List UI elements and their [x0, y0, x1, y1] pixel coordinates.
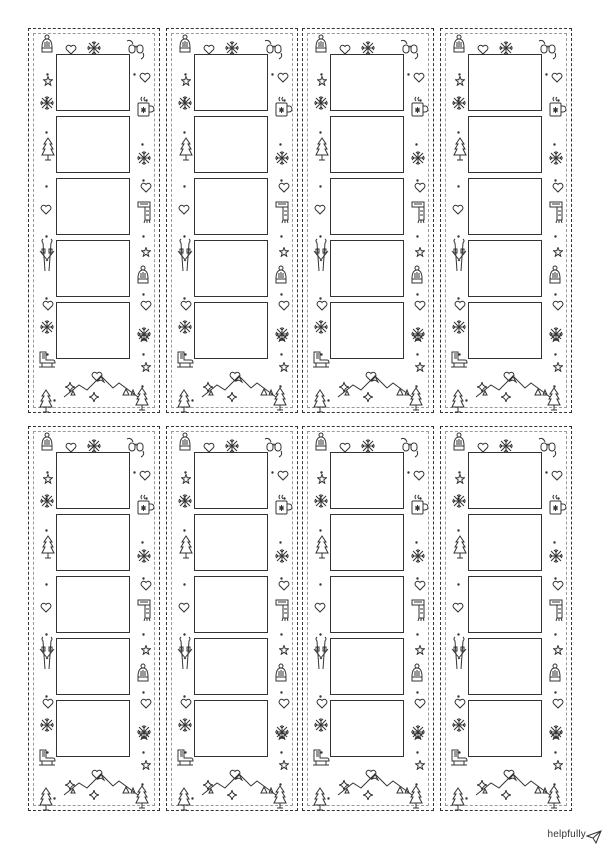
snowflake-icon — [136, 150, 152, 171]
dot-decoration — [554, 681, 557, 699]
dot-decoration — [184, 343, 187, 361]
dot-decoration — [46, 343, 49, 361]
dot-decoration — [554, 623, 557, 641]
bookmark-strip-3 — [302, 28, 434, 413]
photo-frame — [468, 514, 542, 571]
pine-tree-icon — [313, 389, 327, 420]
dot-decoration — [184, 63, 187, 81]
dot-decoration — [142, 169, 145, 187]
heart-icon — [314, 600, 326, 618]
star-icon — [141, 244, 151, 262]
dot-decoration — [415, 773, 418, 791]
dot-decoration — [416, 283, 419, 301]
pine-tree-icon — [453, 535, 467, 566]
heart-icon — [42, 298, 54, 316]
snowflake-icon — [451, 717, 467, 738]
photo-frame — [194, 116, 268, 173]
dot-decoration — [319, 121, 322, 139]
dot-decoration — [142, 741, 145, 759]
photo-frame — [56, 576, 130, 633]
dot-decoration — [191, 389, 194, 407]
dot-decoration — [407, 461, 410, 479]
heart-icon — [551, 468, 563, 486]
skis-icon — [313, 635, 329, 676]
bookmark-strip-4 — [440, 28, 572, 413]
dot-decoration — [183, 487, 186, 505]
pine-tree-icon — [41, 137, 55, 168]
dot-decoration — [457, 175, 460, 193]
photo-frame — [330, 178, 404, 235]
dot-decoration — [415, 133, 418, 151]
photo-frame — [56, 514, 130, 571]
heart-icon — [452, 202, 464, 220]
snowflake-icon — [274, 548, 290, 569]
dot-decoration — [457, 573, 460, 591]
photo-frame — [56, 178, 130, 235]
snowflake-icon — [136, 548, 152, 569]
beanie-hat-icon — [177, 432, 193, 457]
pine-tree-icon — [41, 535, 55, 566]
snowflake-icon — [224, 438, 240, 459]
dot-decoration — [416, 623, 419, 641]
heart-icon — [180, 298, 192, 316]
dot-decoration — [191, 787, 194, 805]
photo-frame — [468, 116, 542, 173]
snowflake-icon — [360, 40, 376, 61]
bookmark-strip-7 — [302, 426, 434, 811]
dot-decoration — [45, 623, 48, 641]
star-icon — [279, 642, 289, 660]
dot-decoration — [142, 343, 145, 361]
dot-decoration — [553, 531, 556, 549]
dot-decoration — [53, 787, 56, 805]
beanie-hat-icon — [313, 34, 329, 59]
skis-icon — [39, 635, 55, 676]
dot-decoration — [416, 681, 419, 699]
heart-icon — [339, 440, 351, 458]
mitten-icon — [263, 436, 285, 463]
dot-decoration — [554, 741, 557, 759]
photo-frame — [330, 700, 404, 757]
dot-decoration — [46, 461, 49, 479]
photo-frame — [56, 452, 130, 509]
snowflake-icon — [548, 548, 564, 569]
snowflake-icon — [313, 717, 329, 738]
dot-decoration — [142, 681, 145, 699]
dot-decoration — [184, 461, 187, 479]
dot-decoration — [319, 487, 322, 505]
dot-decoration — [458, 461, 461, 479]
heart-icon — [65, 440, 77, 458]
pine-tree-icon — [315, 137, 329, 168]
mountains-icon — [337, 373, 413, 404]
skis-icon — [177, 237, 193, 278]
snowflake-icon — [548, 150, 564, 171]
dot-decoration — [279, 531, 282, 549]
dot-decoration — [280, 681, 283, 699]
skis-icon — [39, 237, 55, 278]
mitten-icon — [263, 38, 285, 65]
dot-decoration — [45, 175, 48, 193]
heart-icon — [413, 70, 425, 88]
dot-decoration — [133, 63, 136, 81]
dot-decoration — [141, 531, 144, 549]
star-icon — [553, 244, 563, 262]
pine-tree-icon — [451, 389, 465, 420]
pine-tree-icon — [179, 137, 193, 168]
dot-decoration — [320, 461, 323, 479]
dot-decoration — [280, 283, 283, 301]
heart-icon — [42, 696, 54, 714]
dot-decoration — [45, 573, 48, 591]
dot-decoration — [184, 741, 187, 759]
pine-tree-icon — [315, 535, 329, 566]
star-icon — [415, 642, 425, 660]
dot-decoration — [319, 175, 322, 193]
dot-decoration — [327, 787, 330, 805]
dot-decoration — [183, 573, 186, 591]
dot-decoration — [183, 623, 186, 641]
heart-icon — [316, 696, 328, 714]
dot-decoration — [319, 287, 322, 305]
pine-tree-icon — [39, 787, 53, 818]
photo-frame — [330, 514, 404, 571]
dot-decoration — [545, 63, 548, 81]
dot-decoration — [416, 169, 419, 187]
heart-icon — [452, 600, 464, 618]
bookmark-strip-5 — [28, 426, 160, 811]
pine-tree-icon — [179, 535, 193, 566]
heart-icon — [178, 202, 190, 220]
pine-tree-icon — [313, 787, 327, 818]
dot-decoration — [45, 225, 48, 243]
photo-frame — [56, 54, 130, 111]
dot-decoration — [416, 567, 419, 585]
mountains-icon — [63, 771, 139, 802]
dot-decoration — [133, 461, 136, 479]
photo-frame — [56, 638, 130, 695]
dot-decoration — [53, 389, 56, 407]
dot-decoration — [458, 63, 461, 81]
pine-tree-icon — [177, 389, 191, 420]
heart-icon — [339, 42, 351, 60]
dot-decoration — [415, 531, 418, 549]
heart-icon — [477, 42, 489, 60]
dot-decoration — [142, 283, 145, 301]
skis-icon — [177, 635, 193, 676]
dot-decoration — [183, 175, 186, 193]
dot-decoration — [319, 623, 322, 641]
dot-decoration — [279, 773, 282, 791]
beanie-hat-icon — [451, 34, 467, 59]
dot-decoration — [279, 375, 282, 393]
photo-frame — [330, 638, 404, 695]
photo-frame — [468, 54, 542, 111]
photo-frame — [468, 240, 542, 297]
photo-frame — [194, 514, 268, 571]
dot-decoration — [557, 487, 560, 505]
pine-tree-icon — [453, 137, 467, 168]
dot-decoration — [142, 225, 145, 243]
star-icon — [415, 244, 425, 262]
photo-frame — [468, 576, 542, 633]
dot-decoration — [45, 685, 48, 703]
photo-frame — [468, 302, 542, 359]
skis-icon — [451, 635, 467, 676]
photo-frame — [468, 452, 542, 509]
star-icon — [553, 642, 563, 660]
snowflake-icon — [410, 548, 426, 569]
paper-plane-icon — [586, 830, 602, 844]
dot-decoration — [465, 787, 468, 805]
dot-decoration — [142, 623, 145, 641]
beanie-hat-icon — [177, 34, 193, 59]
dot-decoration — [283, 89, 286, 107]
snowflake-icon — [410, 150, 426, 171]
beanie-hat-icon — [451, 432, 467, 457]
mountains-icon — [201, 373, 277, 404]
dot-decoration — [183, 121, 186, 139]
dot-decoration — [419, 89, 422, 107]
skis-icon — [451, 237, 467, 278]
photo-frame — [330, 54, 404, 111]
dot-decoration — [458, 343, 461, 361]
dot-decoration — [183, 287, 186, 305]
snowflake-icon — [451, 319, 467, 340]
photo-frame — [330, 452, 404, 509]
dot-decoration — [319, 685, 322, 703]
dot-decoration — [45, 89, 48, 107]
photo-frame — [56, 302, 130, 359]
heart-icon — [277, 468, 289, 486]
dot-decoration — [141, 773, 144, 791]
dot-decoration — [45, 487, 48, 505]
mountains-icon — [63, 373, 139, 404]
heart-icon — [139, 70, 151, 88]
skis-icon — [313, 237, 329, 278]
dot-decoration — [457, 89, 460, 107]
dot-decoration — [457, 623, 460, 641]
dot-decoration — [280, 567, 283, 585]
dot-decoration — [319, 519, 322, 537]
dot-decoration — [280, 169, 283, 187]
dot-decoration — [280, 343, 283, 361]
photo-frame — [194, 302, 268, 359]
photo-frame — [194, 638, 268, 695]
dot-decoration — [554, 283, 557, 301]
beanie-hat-icon — [39, 34, 55, 59]
mountains-icon — [475, 771, 551, 802]
brand-logo-text: helpfully — [547, 829, 586, 840]
dot-decoration — [457, 225, 460, 243]
mitten-icon — [399, 38, 421, 65]
dot-decoration — [457, 287, 460, 305]
pine-tree-icon — [39, 389, 53, 420]
beanie-hat-icon — [313, 432, 329, 457]
dot-decoration — [46, 741, 49, 759]
dot-decoration — [141, 133, 144, 151]
photo-frame — [468, 700, 542, 757]
photo-frame — [56, 240, 130, 297]
photo-frame — [330, 116, 404, 173]
snowflake-icon — [274, 150, 290, 171]
dot-decoration — [407, 63, 410, 81]
photo-frame — [194, 576, 268, 633]
dot-decoration — [457, 519, 460, 537]
dot-decoration — [183, 89, 186, 107]
pine-tree-icon — [451, 787, 465, 818]
dot-decoration — [554, 343, 557, 361]
dot-decoration — [327, 389, 330, 407]
dot-decoration — [415, 375, 418, 393]
heart-icon — [477, 440, 489, 458]
snowflake-icon — [498, 438, 514, 459]
heart-icon — [454, 696, 466, 714]
star-icon — [141, 642, 151, 660]
heart-icon — [203, 440, 215, 458]
dot-decoration — [457, 121, 460, 139]
dot-decoration — [280, 741, 283, 759]
star-icon — [279, 244, 289, 262]
beanie-hat-icon — [39, 432, 55, 457]
dot-decoration — [280, 623, 283, 641]
mitten-icon — [399, 436, 421, 463]
dot-decoration — [141, 375, 144, 393]
heart-icon — [139, 468, 151, 486]
heart-icon — [180, 696, 192, 714]
snowflake-icon — [177, 319, 193, 340]
snowflake-icon — [224, 40, 240, 61]
heart-icon — [203, 42, 215, 60]
dot-decoration — [554, 567, 557, 585]
dot-decoration — [554, 225, 557, 243]
mountains-icon — [201, 771, 277, 802]
mitten-icon — [537, 38, 559, 65]
photo-frame — [194, 240, 268, 297]
dot-decoration — [280, 225, 283, 243]
photo-frame — [194, 54, 268, 111]
dot-decoration — [553, 133, 556, 151]
heart-icon — [65, 42, 77, 60]
dot-decoration — [145, 89, 148, 107]
dot-decoration — [320, 63, 323, 81]
dot-decoration — [183, 225, 186, 243]
dot-decoration — [320, 343, 323, 361]
snowflake-icon — [360, 438, 376, 459]
snowflake-icon — [498, 40, 514, 61]
photo-frame — [194, 452, 268, 509]
dot-decoration — [545, 461, 548, 479]
dot-decoration — [283, 487, 286, 505]
heart-icon — [551, 70, 563, 88]
snowflake-icon — [39, 319, 55, 340]
mountains-icon — [475, 373, 551, 404]
dot-decoration — [457, 487, 460, 505]
dot-decoration — [183, 519, 186, 537]
bookmark-strip-6 — [166, 426, 298, 811]
dot-decoration — [320, 741, 323, 759]
pine-tree-icon — [177, 787, 191, 818]
dot-decoration — [183, 685, 186, 703]
photo-frame — [56, 116, 130, 173]
dot-decoration — [319, 225, 322, 243]
heart-icon — [413, 468, 425, 486]
dot-decoration — [465, 389, 468, 407]
mitten-icon — [125, 38, 147, 65]
mitten-icon — [537, 436, 559, 463]
dot-decoration — [319, 89, 322, 107]
dot-decoration — [416, 343, 419, 361]
bookmark-strip-1 — [28, 28, 160, 413]
dot-decoration — [457, 685, 460, 703]
dot-decoration — [145, 487, 148, 505]
snowflake-icon — [177, 717, 193, 738]
mountains-icon — [337, 771, 413, 802]
dot-decoration — [553, 375, 556, 393]
dot-decoration — [279, 133, 282, 151]
dot-decoration — [419, 487, 422, 505]
dot-decoration — [458, 741, 461, 759]
dot-decoration — [557, 89, 560, 107]
dot-decoration — [416, 741, 419, 759]
heart-icon — [314, 202, 326, 220]
heart-icon — [454, 298, 466, 316]
snowflake-icon — [39, 717, 55, 738]
photo-frame — [330, 240, 404, 297]
dot-decoration — [45, 121, 48, 139]
heart-icon — [277, 70, 289, 88]
dot-decoration — [271, 461, 274, 479]
snowflake-icon — [86, 40, 102, 61]
dot-decoration — [46, 63, 49, 81]
photo-frame — [194, 700, 268, 757]
bookmark-strip-2 — [166, 28, 298, 413]
dot-decoration — [554, 169, 557, 187]
photo-frame — [468, 178, 542, 235]
heart-icon — [40, 202, 52, 220]
dot-decoration — [142, 567, 145, 585]
heart-icon — [316, 298, 328, 316]
heart-icon — [40, 600, 52, 618]
dot-decoration — [271, 63, 274, 81]
snowflake-icon — [86, 438, 102, 459]
dot-decoration — [45, 287, 48, 305]
dot-decoration — [319, 573, 322, 591]
photo-frame — [330, 302, 404, 359]
dot-decoration — [416, 225, 419, 243]
photo-frame — [330, 576, 404, 633]
photo-frame — [468, 638, 542, 695]
photo-frame — [56, 700, 130, 757]
mitten-icon — [125, 436, 147, 463]
dot-decoration — [45, 519, 48, 537]
snowflake-icon — [313, 319, 329, 340]
photo-frame — [194, 178, 268, 235]
heart-icon — [178, 600, 190, 618]
dot-decoration — [553, 773, 556, 791]
bookmark-strip-8 — [440, 426, 572, 811]
